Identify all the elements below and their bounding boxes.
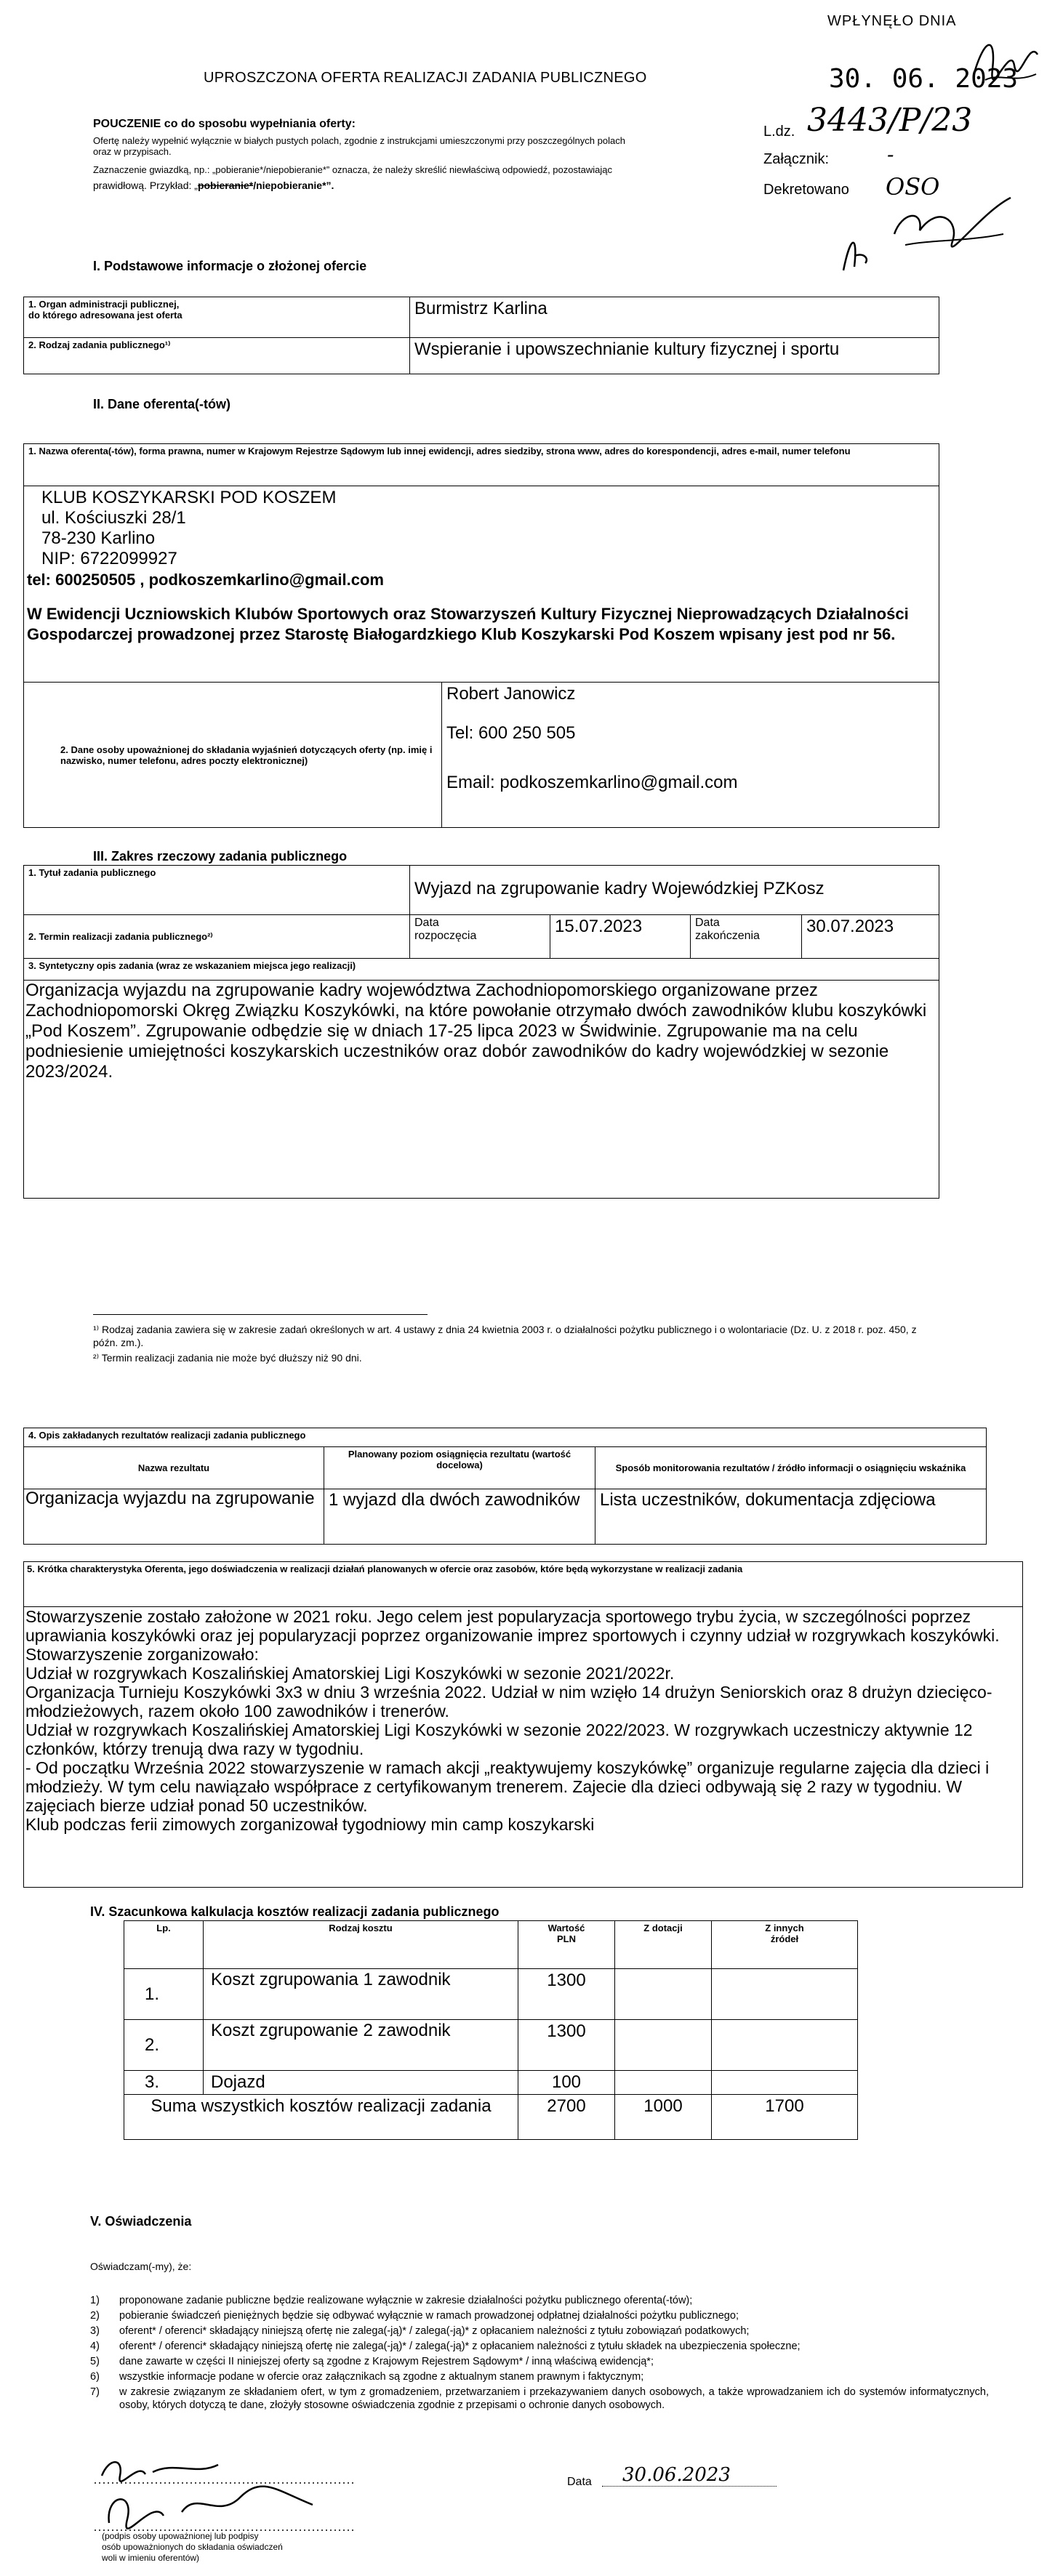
section-5-table [23,1561,1023,1888]
task-title-label: 1. Tytuł zadania publicznego [24,866,410,915]
footnote-2: ²⁾ Termin realizacji zadania nie może być dłuższy niż 90 dni. [93,1352,362,1364]
dekretowano-value: OSO [886,173,940,201]
results-title: 4. Opis zakładanych rezultatów realizacji zadania publicznego [24,1428,987,1447]
section-3-table [23,865,939,1199]
costs-col-value: Wartość PLN [518,1921,615,1969]
applicant-registry: W Ewidencji Uczniowskich Klubów Sportowych oraz Stowarzyszeń Kultury Fizycznej Nieprowadzących Działalności Gospodarczej prowadzonej przez Starostę Białogardzkiego Klub Koszykarski Pod Koszem wpisany jest pod nr 56. [27,605,909,643]
contact-email: Email: podkoszemkarlino@gmail.com [446,773,738,792]
applicant-characteristics-title: 5. Krótka charakterystyka Oferenta, jego doświadczenia w realizacji działań planowanych w ofercie oraz zasobów, które będą wykorzystane w realizacji zadania [24,1562,1023,1607]
results-col-name: Nazwa rezultatu [24,1447,324,1489]
instructions-line-1: Ofertę należy wypełnić wyłącznie w białych pustych polach, zgodnie z instrukcjami umieszczonymi przy poszczególnych polach [93,135,625,146]
costs-sum-row [124,2095,858,2140]
date-value: 30.06.2023 [622,2464,731,2486]
declaration-item: 2) pobieranie świadczeń pieniężnych będzie się odbywać wyłącznie w ramach prowadzonej odpłatnej działalności pożytku publicznego; [90,2310,739,2322]
applicant-characteristics-text: Stowarzyszenie zostało założone w 2021 roku. Jego celem jest popularyzacja sportowego trybu życia, w szczególności poprzez uprawiania koszykówki oraz jej popularyzacji poprzez organizowanie imprez sportowych i czynny udział w rozgrywkach koszykówki. Stowarzyszenie zorganizowało: Udział w rozgrywkach Koszalińskiej Amatorskiej Ligi Koszykówki w sezonie 2021/2022r. Organizacja Turnieju Koszykówki 3x3 w dniu 3 września 2022. Udział w nim wzięło 14 drużyn Seniorskich oraz 8 drużyn dziecięco-młodzieżowych, razem około 100 zawodników i trenerów. Udział w rozgrywkach Koszalińskiej Amatorskiej Ligi Koszykówki w sezonie 2022/2023. W rozgrywkach uczestniczy aktywnie 12 członków, którzy trenują dwa razy w tygodniu. - Od początku Września 2022 stowarzyszenie w ramach akcji „reaktywujemy koszykówkę” organizuje regularne zajęcia dla dzieci i młodzieży. W tym celu nawiązało współprace z certyfikowanym trenerem. Zajecie dla dzieci odbywają się 2 razy w tygodniu. W zajęciach bierze udział ponad 50 uczestników. Klub podczas ferii zimowych zorganizował tygodniowy min camp koszykarski [24,1607,1023,1888]
document-title: UPROSZCZONA OFERTA REALIZACJI ZADANIA PUBLICZNEGO [204,70,647,86]
signature-caption: (podpis osoby upoważnionej lub podpisy osób upoważnionych do składania oświadczeń woli w imieniu oferentów) [102,2531,283,2563]
costs-col-name: Rodzaj kosztu [204,1921,518,1969]
declaration-item: 7) w zakresie związanym ze składaniem ofert, w tym z gromadzeniem, przetwarzaniem i przekazywaniem danych osobowych, a także wprowadzaniem ich do systemów informatycznych, osoby, których dotyczą te dane, złożyły stosowne oświadczenia zgodnie z przepisami o ochronie danych osobowych. [90,2386,989,2411]
handwritten-initials-signature [971,29,1043,102]
end-date-label: Data zakończenia [691,915,802,959]
task-type-label: 2. Rodzaj zadania publicznego¹⁾ [24,338,410,374]
ldz-label: L.dz. [763,124,795,140]
organ-label: 1. Organ administracji publicznej, do którego adresowana jest oferta [24,297,410,338]
section-3-title: III. Zakres rzeczowy zadania publicznego [93,849,348,864]
costs-col-inne: Z innych źródeł [712,1921,858,1969]
declaration-item: 1) proponowane zadanie publiczne będzie realizowane wyłącznie w zakresie działalności pożytku publicznego oferenta(-tów); [90,2295,693,2306]
zalacznik-label: Załącznik: [763,151,830,167]
declaration-item: 4) oferent* / oferenci* składający niniejszą ofertę nie zalega(-ją)* / zalega(-ją)* z opłacaniem należności z tytułu składek na ubezpieczenia społeczne; [90,2340,801,2352]
declarations-list [80,2294,989,2414]
instructions-line-2: oraz w przypisach. [93,146,172,157]
start-date-label: Data rozpoczęcia [410,915,550,959]
instructions-line-4: prawidłową. Przykład: „pobieranie*/niepobieranie*”. [93,180,334,191]
handwritten-decree-signature [836,190,1025,285]
footnote-divider [93,1314,428,1315]
applicant-nip: NIP: 6722099927 [41,549,177,568]
costs-col-lp: Lp. [124,1921,204,1969]
applicant-city: 78-230 Karlino [41,528,156,548]
declarations-intro: Oświadczam(-my), że: [90,2261,192,2272]
applicant-name: KLUB KOSZYKARSKI POD KOSZEM [41,488,337,507]
result-monitoring: Lista uczestników, dokumentacja zdjęciowa [595,1489,987,1545]
costs-col-dotacji: Z dotacji [615,1921,712,1969]
task-description-value: Organizacja wyjazdu na zgrupowanie kadry województwa Zachodniopomorskiego organizowane przez Zachodniopomorski Okręg Związku Koszykówki, na które powołanie otrzymało dwóch zawodników klubu koszykówki „Pod Koszem”. Zgrupowanie odbędzie się w dniach 17-25 lipca 2023 w Świdwinie. Zgrupowanie ma na celu podniesienie umiejętności koszykarskich uczestników oraz dobór zawodników do kadry wojewódzkiej w sezonie 2023/2024. [24,981,939,1199]
applicant-header-label: 1. Nazwa oferenta(-tów), forma prawna, numer w Krajowym Rejestrze Sądowym lub innej ewidencji, adres siedziby, strona www, adres do korespondencji, adres e-mail, numer telefonu [24,444,939,486]
applicant-tel-email: tel: 600250505 , podkoszemkarlino@gmail.com [27,571,384,589]
declaration-item: 3) oferent* / oferenci* składający niniejszą ofertę nie zalega(-ją)* / zalega(-ją)* z opłacaniem należności z tytułu zobowiązań podatkowych; [90,2325,750,2337]
costs-row: 2. Koszt zgrupowanie 2 zawodnik 1300 [124,2020,858,2071]
declaration-item: 5) dane zawarte w części II niniejszej oferty są zgodne z Krajowym Rejestrem Sądowym* / inną właściwą ewidencją*; [90,2356,654,2367]
applicant-signatures [95,2454,356,2534]
task-term-label: 2. Termin realizacji zadania publicznego²⁾ [24,915,410,959]
dekretowano-label: Dekretowano [763,182,849,198]
contact-name: Robert Janowicz [446,684,576,704]
organ-value: Burmistrz Karlina [410,297,939,338]
received-stamp-date: 30. 06. 2023 [829,64,1019,94]
results-col-monitoring: Sposób monitorowania rezultatów / źródło informacji o osiągnięciu wskaźnika [595,1447,987,1489]
section-1-title: I. Podstawowe informacje o złożonej ofercie [93,259,367,273]
received-stamp-label: WPŁYNĘŁO DNIA [827,13,957,29]
applicant-details [24,486,939,683]
costs-row: 1. Koszt zgrupowania 1 zawodnik 1300 [124,1969,858,2020]
result-planned: 1 wyjazd dla dwóch zawodników [324,1489,595,1545]
section-2-table [23,443,939,828]
instructions-line-3: Zaznaczenie gwiazdką, np.: „pobieranie*/niepobieranie*” oznacza, że należy skreślić niewłaściwą odpowiedź, pozostawiając [93,164,612,175]
instructions-block [93,118,769,191]
costs-sum-value: 2700 [518,2095,615,2140]
results-col-planned: Planowany poziom osiągnięcia rezultatu (wartość docelowa) [324,1447,595,1489]
costs-title: IV. Szacunkowa kalkulacja kosztów realizacji zadania publicznego [90,1904,500,1919]
date-label: Data [567,2476,592,2488]
task-description-label: 3. Syntetyczny opis zadania (wraz ze wskazaniem miejsca jego realizacji) [24,959,939,981]
date-line [602,2486,777,2487]
costs-sum-inne: 1700 [712,2095,858,2140]
section-4-table [23,1428,987,1545]
result-name: Organizacja wyjazdu na zgrupowanie [24,1489,324,1545]
contact-person-details [442,683,939,828]
declaration-item: 6) wszystkie informacje podane w ofercie oraz załącznikach są zgodne z aktualnym stanem prawnym i faktycznym; [90,2371,644,2383]
costs-sum-label: Suma wszystkich kosztów realizacji zadania [124,2095,518,2140]
start-date-value: 15.07.2023 [550,915,691,959]
applicant-street: ul. Kościuszki 28/1 [41,508,186,528]
footnote-1: ¹⁾ Rodzaj zadania zawiera się w zakresie zadań określonych w art. 4 ustawy z dnia 24 kwietnia 2003 r. o działalności pożytku publicznego i o wolontariacie (Dz. U. z 2018 r. poz. 450, z późn. zm.). [93,1324,917,1348]
declarations-title: V. Oświadczenia [90,2214,192,2229]
instructions-heading: POUCZENIE co do sposobu wypełniania oferty: [93,118,356,130]
costs-table [124,1920,858,2140]
costs-sum-dotacji: 1000 [615,2095,712,2140]
costs-row: 3. Dojazd 100 [124,2071,858,2095]
section-2-title: II. Dane oferenta(-tów) [93,397,231,411]
task-title-value: Wyjazd na zgrupowanie kadry Wojewódzkiej PZKosz [410,866,939,915]
contact-tel: Tel: 600 250 505 [446,723,576,743]
ldz-value: 3443/P/23 [807,102,973,139]
contact-person-label: 2. Dane osoby upoważnionej do składania wyjaśnień dotyczących oferty (np. imię i nazwisko, numer telefonu, adres poczty elektronicznej) [24,683,442,828]
section-1-table [23,297,939,374]
task-type-value: Wspieranie i upowszechnianie kultury fizycznej i sportu [410,338,939,374]
zalacznik-value: - [887,142,894,166]
end-date-value: 30.07.2023 [802,915,939,959]
